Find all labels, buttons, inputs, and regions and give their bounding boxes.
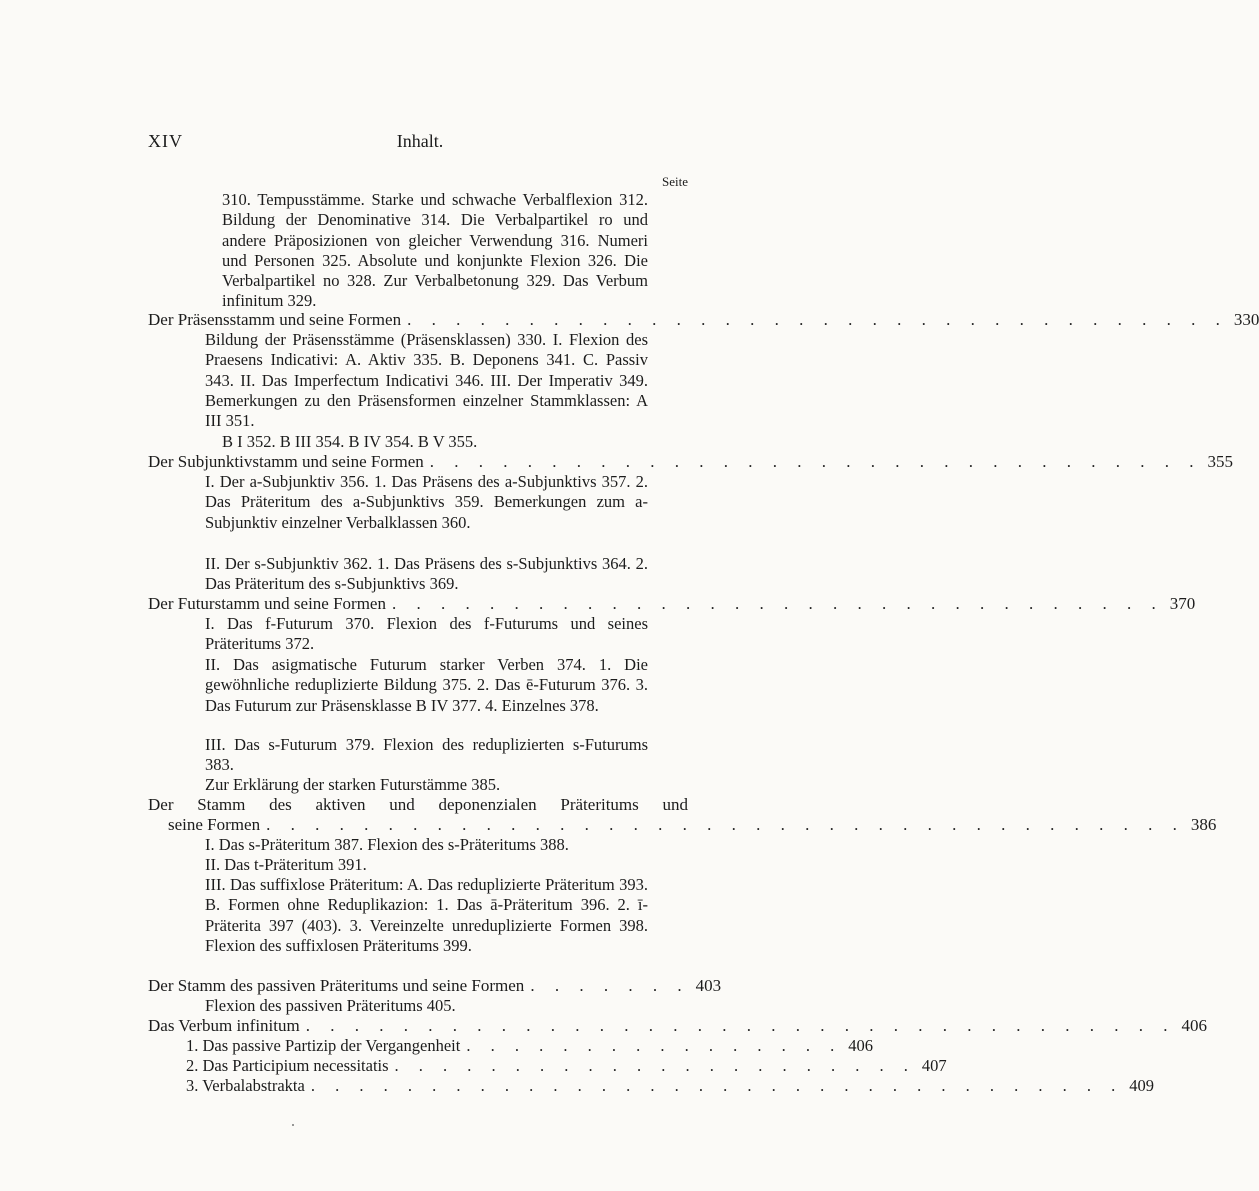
toc-item-label: 1. Das passive Partizip der Vergangenheit — [186, 1036, 461, 1055]
page-number: XIV — [148, 131, 183, 151]
toc-page-number: 370 — [1169, 594, 1196, 613]
toc-item[interactable] — [186, 1056, 947, 1076]
leader-dots: . . . . . . . . . . . . . . . . — [466, 1036, 843, 1055]
toc-page-number: 355 — [1207, 452, 1234, 471]
toc-subentries: I. Das s-Präteritum 387. Flexion des s-Präteritums 388. — [205, 835, 569, 854]
toc-entry-passiv[interactable] — [148, 976, 722, 996]
toc-item-label: 2. Das Participium necessitatis — [186, 1056, 389, 1075]
leader-dots: . . . . . . . . . . . . . . . . . . . . . . . . . . . . . . . . . . — [407, 310, 1228, 329]
toc-item[interactable] — [186, 1076, 1154, 1096]
toc-heading: seine Formen — [168, 815, 261, 834]
toc-entry-infinitum[interactable] — [148, 1016, 1207, 1036]
leader-dots: . . . . . . . — [530, 976, 690, 995]
toc-page-number: 409 — [1129, 1076, 1154, 1095]
toc-entry-praeteritum[interactable] — [168, 815, 1217, 835]
toc-heading: Der Futurstamm und seine Formen — [148, 594, 386, 613]
toc-entry-praesens[interactable] — [148, 310, 1259, 330]
toc-subentries-last: B I 352. B III 354. B IV 354. B V 355. — [222, 432, 478, 451]
toc-page-number: 330 — [1233, 310, 1259, 329]
toc-heading: Der Subjunktivstamm und seine Formen — [148, 452, 424, 471]
intro-paragraph: 310. Tempusstämme. Starke und schwache Verbalflexion 312. Bildung der Denominative 314. Die Verbalpartikel ro und andere Präposizionen von gleicher Verwendung 316. Numeri und Personen 325. Absolute und konjunkte Flexion 326. Die Verbalpartikel no 328. Zur Verbalbetonung 329. Das Verbum infinitum 329. — [222, 190, 648, 311]
toc-subentries: II. Das t-Präteritum 391. — [205, 855, 367, 874]
page-title: Inhalt. — [396, 131, 444, 151]
toc-subentries: II. Das asigmatische Futurum starker Verben 374. 1. Die gewöhnliche reduplizierte Bildung 375. 2. Das ē-Futurum 376. 3. Das Futurum zur Präsensklasse B IV 377. 4. Einzelnes 378. — [205, 655, 648, 715]
toc-subentries: Zur Erklärung der starken Futurstämme 385. — [205, 775, 501, 794]
toc-subentries: II. Der s-Subjunktiv 362. 1. Das Präsens des s-Subjunktivs 364. 2. Das Präteritum des s-Subjunktivs 369. — [205, 554, 648, 594]
leader-dots: . . . . . . . . . . . . . . . . . . . . . . . . . . . . . . . . — [429, 452, 1202, 471]
running-header — [148, 131, 692, 155]
leader-dots: . . . . . . . . . . . . . . . . . . . . . . . . . . . . . . . . . . . . . . — [266, 815, 1185, 834]
leader-dots: . . . . . . . . . . . . . . . . . . . . . . . . . . . . . . . . . . . . — [305, 1016, 1176, 1035]
leader-dots: . . . . . . . . . . . . . . . . . . . . . . . . . . . . . . . . . . — [310, 1076, 1124, 1095]
leader-dots: . . . . . . . . . . . . . . . . . . . . . . . . . . . . . . . . — [391, 594, 1164, 613]
toc-heading[interactable]: Der Stamm des aktiven und deponenzialen Präteritums und — [148, 795, 688, 814]
toc-subentries: I. Der a-Subjunktiv 356. 1. Das Präsens des a-Subjunktivs 357. 2. Das Präteritum des a-Subjunktivs 359. Bemerkungen zum a-Subjunktiv einzelner Verbalklassen 360. — [205, 472, 648, 532]
toc-subentries: III. Das suffixlose Präteritum: A. Das reduplizierte Präteritum 393. B. Formen ohne Reduplikazion: 1. Das ā-Präteritum 396. 2. ī-Präterita 397 (403). 3. Vereinzelte unreduplizierte Formen 398. Flexion des suffixlosen Präteritums 399. — [205, 875, 648, 955]
toc-entry-subjunktiv[interactable] — [148, 452, 1234, 472]
toc-page-number: 403 — [695, 976, 722, 995]
leader-dots: . . . . . . . . . . . . . . . . . . . . . . — [394, 1056, 916, 1075]
toc-subentries: Bildung der Präsensstämme (Präsensklassen) 330. I. Flexion des Praesens Indicativi: A. Aktiv 335. B. Deponens 341. C. Passiv 343. II. Das Imperfectum Indicativi 346. III. Der Imperativ 349. Bemerkungen zu den Präsensformen einzelner Stammklassen: A III 351. — [205, 330, 648, 431]
toc-page-number: 407 — [921, 1056, 947, 1075]
toc-heading: Das Verbum infinitum — [148, 1016, 300, 1035]
toc-subentries: Flexion des passiven Präteritums 405. — [205, 996, 456, 1015]
toc-item[interactable] — [186, 1036, 873, 1056]
toc-subentries: III. Das s-Futurum 379. Flexion des reduplizierten s-Futurums 383. — [205, 735, 648, 775]
seite-label: Seite — [662, 174, 688, 189]
toc-entry-futur[interactable] — [148, 594, 1196, 614]
toc-page-number: 386 — [1190, 815, 1217, 834]
toc-page-number: 406 — [848, 1036, 873, 1055]
toc-heading: Der Präsensstamm und seine Formen — [148, 310, 402, 329]
toc-item-label: 3. Verbalabstrakta — [186, 1076, 305, 1095]
toc-page-number: 406 — [1181, 1016, 1207, 1035]
toc-heading: Der Stamm des passiven Präteritums und seine Formen — [148, 976, 525, 995]
page-speck — [292, 1124, 294, 1126]
toc-subentries: I. Das f-Futurum 370. Flexion des f-Futurums und seines Präteritums 372. — [205, 614, 648, 654]
